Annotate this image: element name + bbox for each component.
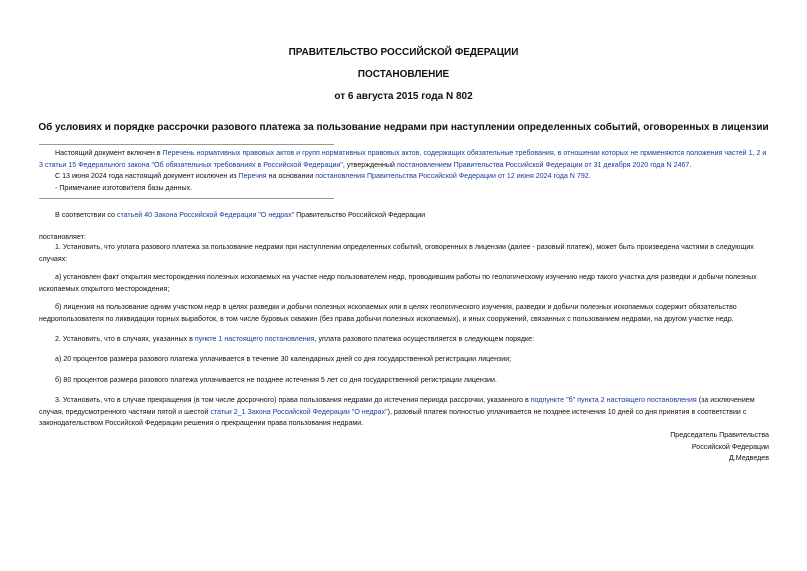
item-1a [39, 272, 769, 295]
item-2a [39, 354, 769, 366]
item-2-text: , уплата разового платежа осуществляется в следующем порядке: [314, 335, 535, 343]
item-2b-reference-link[interactable]: подпункте "б" пункта 2 настоящего постановления [530, 396, 697, 404]
item-3-text: 3. Установить, что в случае прекращения (в том числе досрочного) права пользования недрами до истечения периода рассрочки, указанного в [55, 396, 531, 404]
perechen-link[interactable]: Перечня [238, 172, 267, 180]
item-1 [39, 242, 769, 265]
note-text: С 13 июня 2024 года настоящий документ исключен из [55, 172, 239, 180]
item-1a-text: а) установлен факт открытия месторождения полезных ископаемых на участке недр пользователем недр, проводившим работы по геологическому изучению недр такого участка для разведки и добычи полезных ископаемых открытого месторождения; [39, 273, 757, 293]
item-2b-text: б) 80 процентов размера разового платежа уплачивается не позднее истечения 5 лет со дня государственной регистрации лицензии. [55, 376, 497, 384]
item-1b-text: б) лицензия на пользование одним участком недр в целях разведки и добычи полезных ископаемых или в целях геологического изучения, разведки и добычи полезных ископаемых содержит обязательство недропользователя по ликвидации горных выработок, в том числе буровых скважин (без права добычи полезных ископаемых), и иных сооружений, связанных с пользованием недрами, на другом участке недр. [39, 303, 737, 323]
list-link[interactable]: Перечень нормативных правовых актов и групп нормативных правовых актов, содержащих обязательные требования, в отношении которых не применяются положения частей 1, 2 и 3 статьи 15 Федерального закона "Об обязательных требованиях в Российской Федерации" [39, 149, 767, 169]
resolution-2467-link[interactable]: постановлением Правительства Российской Федерации от 31 декабря 2020 года N 2467 [396, 160, 690, 169]
item-1-reference-link[interactable]: пункте 1 настоящего постановления [194, 335, 315, 343]
note-text: , утвержденный [342, 160, 397, 169]
item-2-text: 2. Установить, что в случаях, указанных в [55, 335, 195, 343]
item-3-text: (за исключением случая, предусмотренного частями пятой и шестой [39, 396, 755, 416]
preamble-text: В соответствии со [55, 211, 117, 219]
decrees-label: постановляет: [39, 233, 86, 241]
note-paragraph-3: - Примечание изготовителя базы данных. [55, 183, 193, 192]
resolution-792-link[interactable]: постановления Правительства Российской Федерации от 12 июня 2024 года N 792 [315, 172, 589, 180]
note-text: . [588, 172, 591, 180]
editor-note [39, 148, 769, 194]
note-top-divider [39, 144, 334, 145]
note-paragraph-1 [39, 148, 769, 171]
item-2b [39, 375, 769, 387]
law-article-2-1-link[interactable]: статьи 2_1 Закона Российской Федерации "О недрах" [210, 407, 388, 416]
document-title: Об условиях и порядке рассрочки разового платежа за пользование недрами при наступлении определенных событий, оговоренных в лицензии [38, 122, 769, 133]
note-paragraph-2 [39, 171, 769, 183]
document-type: ПОСТАНОВЛЕНИЕ [357, 69, 450, 80]
signature-block [670, 430, 769, 465]
note-text: Настоящий документ включен в [55, 149, 163, 157]
item-3 [39, 395, 769, 430]
note-text: на основании [266, 172, 316, 180]
signature-title: Председатель Правительства [670, 431, 769, 439]
item-3-text: ), разовый платеж полностью уплачивается не позднее истечения 10 дней со дня принятия в соответствии с законодательством Российской Федерации решения о прекращении права пользования недрами. [39, 407, 747, 427]
item-1b [39, 302, 769, 325]
document-date-number: от 6 августа 2015 года N 802 [334, 91, 473, 102]
item-2 [39, 334, 769, 346]
signature-country: Российской Федерации [691, 442, 769, 451]
preamble-text: Правительство Российской Федерации [294, 211, 426, 219]
item-1-text: 1. Установить, что уплата разового платежа за пользование недрами при наступлении определенных событий, оговоренных в лицензии (далее - разовый платеж), может быть произведена частями в следующих случаях: [39, 243, 754, 263]
item-2a-text: а) 20 процентов размера разового платежа уплачивается в течение 30 календарных дней со дня государственной регистрации лицензии; [55, 355, 512, 363]
note-bottom-divider [39, 198, 334, 199]
signature-name: Д.Медведев [728, 454, 769, 462]
note-text: . [689, 160, 692, 169]
government-heading: ПРАВИТЕЛЬСТВО РОССИЙСКОЙ ФЕДЕРАЦИИ [288, 47, 519, 58]
preamble [39, 210, 769, 222]
law-article-40-link[interactable]: статьей 40 Закона Российской Федерации "О недрах" [116, 211, 295, 219]
